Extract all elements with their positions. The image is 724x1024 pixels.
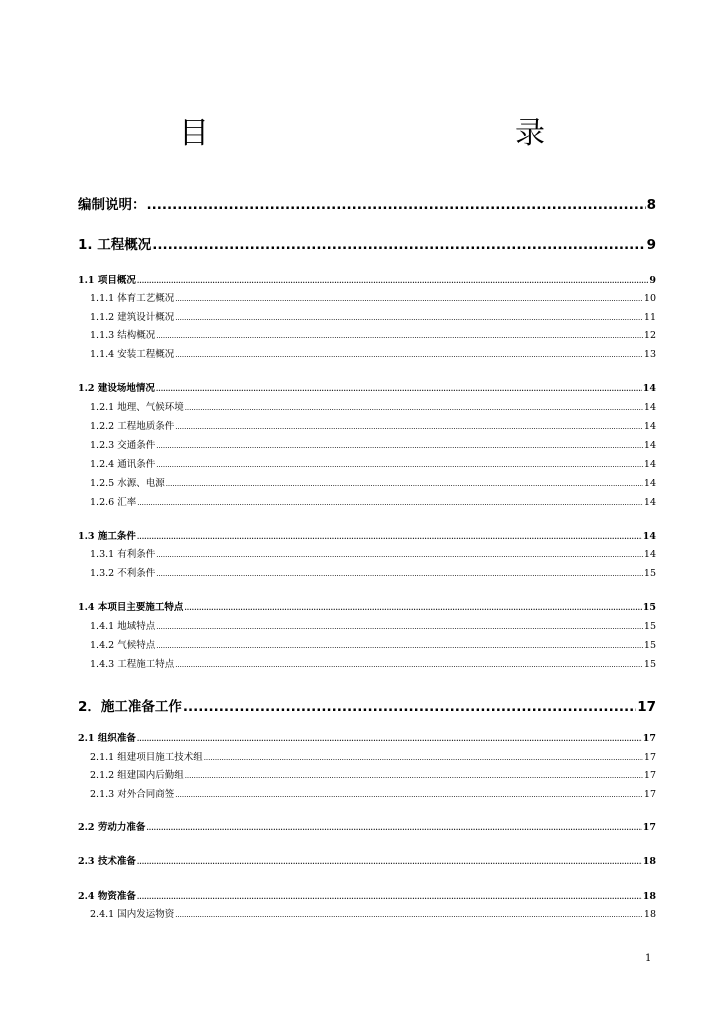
toc-entry-page: 15: [643, 659, 656, 670]
page-number: 1: [645, 953, 652, 964]
toc-leader-dots: [137, 857, 642, 866]
toc-entry-page: 14: [642, 531, 656, 542]
toc-leader-dots: [156, 384, 642, 393]
toc-entry-label: 1.2.6 汇率: [90, 497, 137, 508]
toc-entry-page: 9: [646, 237, 656, 253]
toc-entry-page: 14: [643, 402, 656, 413]
toc-leader-dots: [156, 570, 643, 578]
toc-leader-dots: [137, 276, 649, 285]
toc-entry-label: 1.1.4 安装工程概况: [90, 349, 175, 360]
toc-subentry[interactable]: [90, 437, 656, 451]
toc-entry-label: 1.4.2 气候特点: [90, 640, 156, 651]
toc-entry-page: 14: [642, 383, 656, 394]
toc-chapter[interactable]: [78, 233, 656, 253]
toc-leader-dots: [204, 754, 643, 762]
toc-leader-dots: [152, 237, 645, 253]
toc-entry-page: 14: [643, 421, 656, 432]
toc-subentry[interactable]: [90, 290, 656, 304]
toc-entry-page: 15: [642, 602, 656, 613]
toc-entry-page: 14: [643, 549, 656, 560]
toc-entry-label: 编制说明：: [78, 197, 146, 213]
toc-subentry[interactable]: [90, 327, 656, 341]
toc-leader-dots: [175, 314, 643, 322]
toc-leader-dots: [156, 461, 643, 469]
toc-entry-label: 1.3.2 不利条件: [90, 568, 156, 579]
toc-subentry[interactable]: [90, 399, 656, 413]
toc-entry-page: 18: [643, 909, 656, 920]
toc-leader-dots: [185, 772, 643, 780]
toc-section[interactable]: [78, 528, 656, 542]
toc-leader-dots: [183, 699, 636, 715]
toc-entry-page: 9: [649, 275, 656, 286]
toc-section[interactable]: [78, 730, 656, 744]
toc-entry-page: 15: [643, 640, 656, 651]
toc-entry-label: 1.4.1 地域特点: [90, 621, 156, 632]
toc-section[interactable]: [78, 599, 656, 613]
toc-leader-dots: [147, 197, 646, 213]
toc-leader-dots: [156, 551, 643, 559]
toc-subentry[interactable]: [90, 767, 656, 781]
toc-leader-dots: [156, 442, 643, 450]
toc-entry-page: 17: [642, 733, 656, 744]
toc-entry-label: 1. 工程概况: [78, 237, 152, 253]
toc-entry-label: 1.2.1 地理、气候环境: [90, 402, 184, 413]
toc-entry-page: 14: [643, 440, 656, 451]
toc-section[interactable]: [78, 819, 656, 833]
toc-entry-label: 2.1.3 对外合同商签: [90, 789, 175, 800]
toc-entry-label: 2.2 劳动力准备: [78, 822, 146, 833]
toc-entry-label: 1.2.4 通讯条件: [90, 459, 156, 470]
toc-entry-label: 1.1.3 结构概况: [90, 330, 156, 341]
toc-entry-label: 1.3.1 有利条件: [90, 549, 156, 560]
toc-entry-page: 12: [643, 330, 656, 341]
toc-leader-dots: [156, 623, 643, 631]
toc-entry-page: 17: [643, 789, 656, 800]
toc-leader-dots: [146, 823, 641, 832]
toc-subentry[interactable]: [90, 565, 656, 579]
toc-leader-dots: [175, 351, 643, 359]
toc-subentry[interactable]: [90, 309, 656, 323]
toc-subentry[interactable]: [90, 418, 656, 432]
toc-entry-label: 1.2.2 工程地质条件: [90, 421, 175, 432]
toc-entry-label: 2.1.2 组建国内后勤组: [90, 770, 184, 781]
toc-entry-label: 1.2.5 水源、电源: [90, 478, 165, 489]
toc-subentry[interactable]: [90, 546, 656, 560]
toc-entry-label: 2.4.1 国内发运物资: [90, 909, 175, 920]
toc-entry-page: 17: [642, 822, 656, 833]
toc-entry-label: 1.1 项目概况: [78, 275, 136, 286]
toc-subentry[interactable]: [90, 618, 656, 632]
toc-entry-page: 13: [643, 349, 656, 360]
toc-leader-dots: [175, 791, 643, 799]
toc-entry-page: 14: [643, 459, 656, 470]
toc-leader-dots: [166, 480, 643, 488]
toc-entry-label: 1.2 建设场地情况: [78, 383, 155, 394]
toc-entry-page: 8: [646, 197, 656, 213]
toc-leader-dots: [156, 332, 643, 340]
toc-entry-page: 18: [642, 891, 656, 902]
toc-leader-dots: [175, 423, 643, 431]
toc-section[interactable]: [78, 380, 656, 394]
toc-leader-dots: [137, 532, 642, 541]
toc-subentry[interactable]: [90, 475, 656, 489]
toc-subentry[interactable]: [90, 786, 656, 800]
toc-entry-label: 1.4.3 工程施工特点: [90, 659, 175, 670]
toc-entry-label: 1.2.3 交通条件: [90, 440, 156, 451]
toc-entry-label: 2.4 物资准备: [78, 891, 136, 902]
toc-leader-dots: [137, 499, 643, 507]
toc-entry-label: 1.1.2 建筑设计概况: [90, 312, 175, 323]
toc-leader-dots: [185, 404, 643, 412]
toc-entry-page: 10: [643, 293, 656, 304]
toc-entry-label: 2.1.1 组建项目施工技术组: [90, 752, 203, 763]
toc-entry-label: 2.3 技术准备: [78, 856, 136, 867]
toc-section[interactable]: [78, 888, 656, 902]
toc-entry-page: 15: [643, 621, 656, 632]
toc-entry-page: 17: [643, 752, 656, 763]
toc-entry-page: 14: [643, 497, 656, 508]
toc-chapter[interactable]: [78, 193, 656, 213]
page-title: 目 录: [179, 116, 627, 151]
toc-leader-dots: [175, 295, 643, 303]
toc-subentry[interactable]: [90, 346, 656, 360]
toc-entry-page: 15: [643, 568, 656, 579]
toc-leader-dots: [184, 603, 641, 612]
toc-leader-dots: [175, 911, 643, 919]
toc-section[interactable]: [78, 272, 656, 286]
toc-subentry[interactable]: [90, 906, 656, 920]
toc-leader-dots: [156, 642, 643, 650]
toc-entry-page: 17: [643, 770, 656, 781]
toc-entry-page: 17: [637, 699, 656, 715]
toc-leader-dots: [137, 734, 642, 743]
toc-entry-label: 2.1 组织准备: [78, 733, 136, 744]
toc-subentry[interactable]: [90, 749, 656, 763]
toc-leader-dots: [175, 661, 643, 669]
toc-subentry[interactable]: [90, 656, 656, 670]
toc-leader-dots: [137, 892, 642, 901]
toc-chapter[interactable]: [78, 695, 656, 715]
toc-entry-label: 1.4 本项目主要施工特点: [78, 602, 184, 613]
toc-entry-label: 1.3 施工条件: [78, 531, 136, 542]
toc-entry-page: 11: [643, 312, 656, 323]
toc-entry-page: 14: [643, 478, 656, 489]
toc-entry-label: 1.1.1 体育工艺概况: [90, 293, 175, 304]
toc-subentry[interactable]: [90, 637, 656, 651]
toc-subentry[interactable]: [90, 494, 656, 508]
toc-section[interactable]: [78, 853, 656, 867]
toc-entry-page: 18: [642, 856, 656, 867]
toc-entry-label: 2．施工准备工作: [78, 699, 182, 715]
toc-subentry[interactable]: [90, 456, 656, 470]
